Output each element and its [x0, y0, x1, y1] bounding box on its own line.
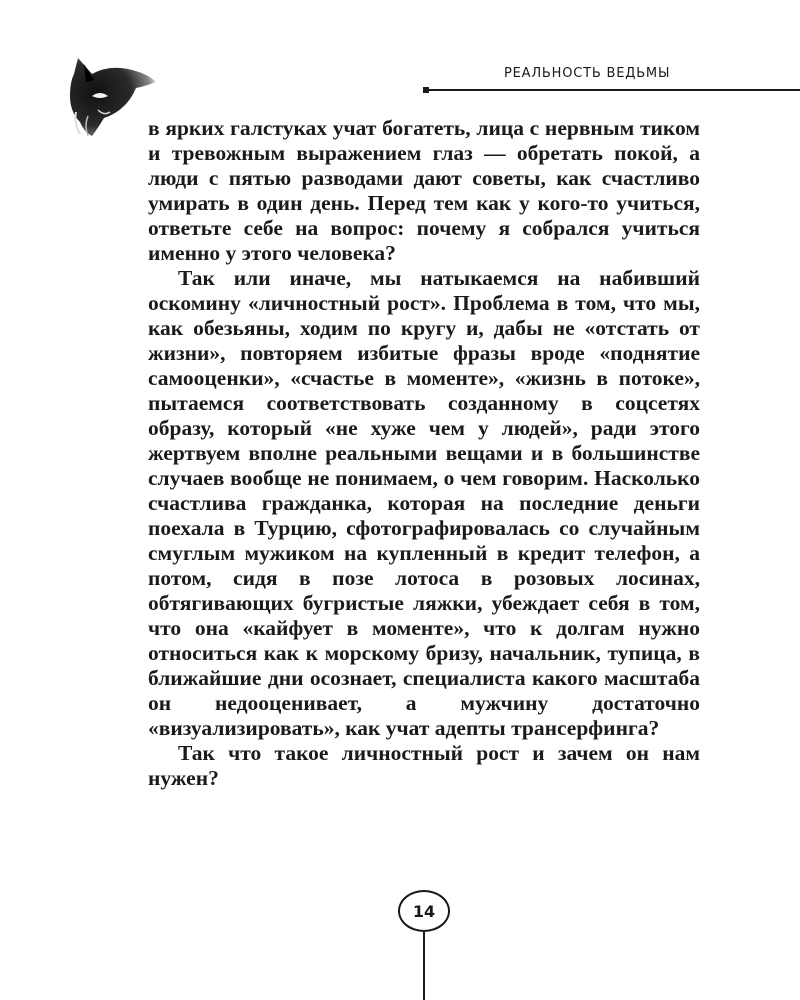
header-rule-dot [423, 87, 429, 93]
cat-head-icon [58, 52, 158, 140]
page-number-stem [423, 932, 425, 1000]
body-text [148, 116, 700, 791]
paragraph: Так что такое личностный рост и зачем он нам нужен? [148, 741, 700, 790]
page-number: 14 [398, 890, 450, 932]
paragraph: в ярких галстуках учат богатеть, лица с нервным тиком и тревожным выражением глаз — обретать покой, а люди с пятью разводами дают советы, как счастливо умирать в один день. Перед тем как у кого-то учиться, ответьте себе на вопрос: почему я собрался учиться именно у этого человека? [148, 116, 700, 265]
header-rule [425, 89, 800, 91]
running-head-title: РЕАЛЬНОСТЬ ВЕДЬМЫ [504, 66, 671, 81]
paragraph: Так или иначе, мы натыкаемся на набивший оскомину «личностный рост». Проблема в том, что мы, как обезьяны, ходим по кругу и, дабы не «отстать от жизни», повторяем избитые фразы вроде «поднятие самооценки», «счастье в моменте», «жизнь в потоке», пытаемся соответствовать созданному в соцсетях образу, который «не хуже чем у людей», ради этого жертвуем вполне реальными вещами и в большинстве случаев вообще не понимаем, о чем говорим. Насколько счастлива гражданка, которая на последние деньги поехала в Турцию, сфотографировалась со случайным смуглым мужиком на купленный в кредит телефон, а потом, сидя в позе лотоса в розовых лосинах, обтягивающих бугристые ляжки, убеждает себя в том, что она «кайфует в моменте», что к долгам нужно относиться как к морскому бризу, начальник, тупица, в ближайшие дни осознает, специалиста какого масштаба он недооценивает, а мужчину достаточно «визуализировать», как учат адепты трансерфинга? [148, 266, 700, 740]
